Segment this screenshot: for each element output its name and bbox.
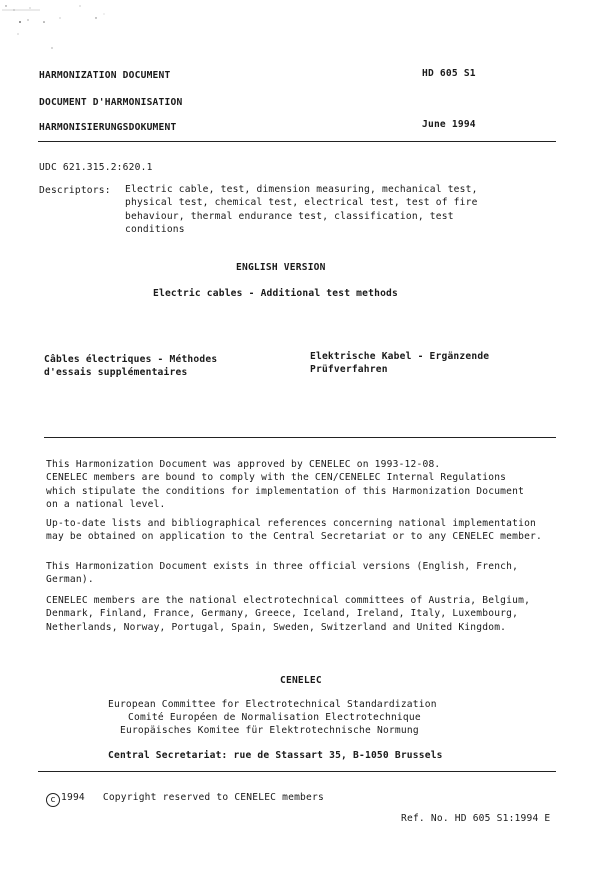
descriptors-label: Descriptors: — [39, 185, 111, 196]
descriptors-line: conditions — [125, 224, 185, 236]
copyright-text: Copyright reserved to CENELEC members — [102, 792, 324, 803]
title-rule — [44, 437, 556, 438]
secretariat-address: Central Secretariat: rue de Stassart 35, B-1050 Brussels — [108, 750, 443, 761]
descriptors-line: behaviour, thermal endurance test, classification, test — [125, 210, 454, 222]
implementation-paragraph: Up-to-date lists and bibliographical references concerning national implementation may be obtained on application to the Central Secretariat or to any CENELEC member. — [46, 518, 543, 543]
reference-number: Ref. No. HD 605 S1:1994 E — [401, 813, 551, 824]
versions-paragraph: This Harmonization Document exists in three official versions (English, French, German). — [46, 561, 519, 586]
descriptors-list — [125, 183, 478, 237]
approval-paragraph: This Harmonization Document was approved by CENELEC on 1993-12-08. CENELEC members are bound to comply with the CEN/CENELEC Internal Regulations which stipulate the conditions for implementation of this Harmonization Document on a national level. — [46, 459, 525, 511]
copyright-icon: c — [46, 793, 60, 807]
copyright-year: 1994 — [61, 792, 85, 803]
members-paragraph: CENELEC members are the national electrotechnical committees of Austria, Belgium, Denmark, Finland, France, Germany, Greece, Iceland, Ireland, Italy, Luxembourg, Netherlands, Norway, Portugal, Spain, Sweden, Switzerland and United Kingdom. — [46, 595, 531, 633]
title-german: Elektrische Kabel - Ergänzende Prüfverfahren — [310, 351, 490, 376]
descriptors-line: physical test, chemical test, electrical test, test of fire — [125, 197, 478, 209]
copyright-line — [46, 792, 324, 807]
header-rule — [38, 141, 556, 142]
org-name-de: Europäisches Komitee für Elektrotechnische Normung — [120, 725, 419, 736]
udc-code: UDC 621.315.2:620.1 — [39, 162, 153, 173]
org-name-fr: Comité Européen de Normalisation Electrotechnique — [128, 712, 421, 723]
doc-type-fr: DOCUMENT D'HARMONISATION — [39, 97, 183, 108]
scan-noise — [0, 0, 140, 70]
doc-type-de: HARMONISIERUNGSDOKUMENT — [39, 122, 177, 133]
title-english: Electric cables - Additional test methods — [153, 288, 399, 299]
org-name: CENELEC — [280, 675, 322, 686]
version-label: ENGLISH VERSION — [236, 262, 326, 273]
descriptors-line: Electric cable, test, dimension measuring, mechanical test, — [125, 184, 478, 195]
doc-type-en: HARMONIZATION DOCUMENT — [39, 70, 171, 81]
org-name-en: European Committee for Electrotechnical Standardization — [108, 699, 437, 710]
footer-rule — [38, 771, 556, 772]
title-french: Câbles électriques - Méthodes d'essais supplémentaires — [44, 354, 218, 379]
doc-number: HD 605 S1 — [422, 68, 476, 79]
doc-date: June 1994 — [422, 119, 476, 130]
